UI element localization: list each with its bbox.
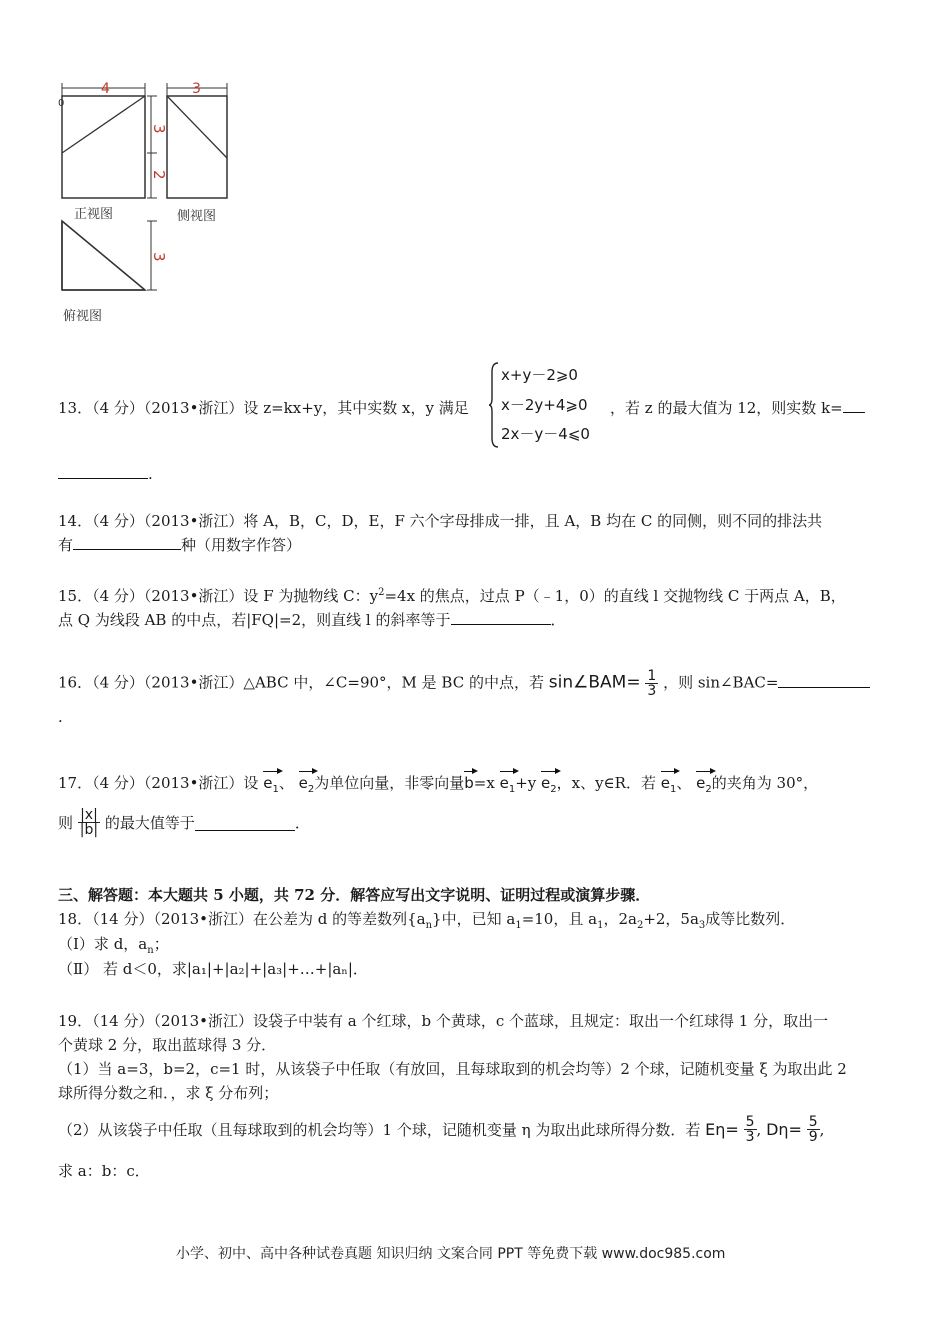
q17-tail: ，x、y∈R．若 xyxy=(556,774,656,792)
question-16 xyxy=(58,669,870,698)
q19-d-num: 5 xyxy=(808,1114,818,1130)
q19-e-num: 5 xyxy=(745,1114,755,1130)
q17-b: b xyxy=(464,774,474,792)
q18-part2: （Ⅱ） 若 d＜0，求|a₁|+|a₂|+|a₃|+…+|aₙ|． xyxy=(58,960,368,978)
q19-e-eta: Eη= xyxy=(705,1120,739,1139)
q18-line1-f: 成等比数列． xyxy=(705,910,796,928)
q17-e1-vector xyxy=(263,770,279,795)
q16-answer-blank[interactable] xyxy=(778,672,870,688)
q17-fraction xyxy=(78,808,100,837)
q18-sub-1: 1 xyxy=(515,920,522,931)
q17-e1-sub-b: 1 xyxy=(508,784,516,795)
q17-e2-vector-c xyxy=(696,770,712,795)
top-height-dim: 3 xyxy=(150,252,168,262)
q19-d-eta: Dη= xyxy=(766,1120,802,1139)
q13-suffix-line xyxy=(610,397,865,418)
q17-e1-c: e xyxy=(660,774,670,792)
q18-line1-b: }中，已知 a xyxy=(432,910,516,928)
q17-e2-vector-b xyxy=(541,770,557,795)
side-width-dim: 3 xyxy=(192,81,201,97)
q17-mid: 为单位向量，非零向量 xyxy=(314,774,465,792)
q17-plus: +y xyxy=(515,774,537,792)
q17-e2-c: e xyxy=(696,774,706,792)
question-14: 14．（4 分）（2013•浙江）将 A，B，C，D，E，F 六个字母排成一排，且 A，B 均在 C 的同侧，则不同的排法共 xyxy=(58,512,823,530)
q19-line6: 求 a：b：c． xyxy=(58,1162,150,1180)
q13-brace xyxy=(489,362,499,448)
q14-line2-pre: 有 xyxy=(58,536,74,554)
q14-answer-blank[interactable] xyxy=(73,534,181,550)
front-width-dim: 4 xyxy=(101,81,110,97)
q18-line1-d: ，2a xyxy=(603,910,637,928)
q18-sub-n: n xyxy=(425,920,433,931)
front-lower-dim: 2 xyxy=(150,170,168,180)
q16-frac-den: 3 xyxy=(647,683,657,699)
q13-prefix: 13．（4 分）（2013•浙江）设 z=kx+y，其中实数 x，y 满足 xyxy=(58,399,469,417)
front-view-label: 正视图 xyxy=(74,207,114,222)
q17-sep: 、 xyxy=(278,774,294,792)
q16-post: ，则 sin∠BAC= xyxy=(663,673,779,692)
front-view xyxy=(58,81,168,198)
q19-line5-text: （2）从该袋子中任取（且每球取到的机会均等）1 个球，记随机变量 η 为取出此球所得分数．若 xyxy=(58,1121,701,1139)
q17-e1-vector-b xyxy=(500,770,516,795)
q19-line5: （2）从该袋子中任取（且每球取到的机会均等）1 个球，记随机变量 η 为取出此球所得分数．若 Eη= $\frac{5}{3}$ , Dη= $\frac{5}{9}$ , xyxy=(58,1114,825,1145)
q18-part1-sub: n xyxy=(147,945,154,956)
question-15 xyxy=(58,585,846,606)
section-3-title: 三、解答题：本大题共 5 小题，共 72 分．解答应写出文字说明、证明过程或演算步骤． xyxy=(58,886,651,904)
q17-e2-b: e xyxy=(541,774,551,792)
q19-e-den: 3 xyxy=(745,1129,755,1145)
q19-line3: （1）当 a=3，b=2，c=1 时，从该袋子中任取（有放回，且每球取到的机会均等）2 个球，记随机变量 ξ 为取出此 2 xyxy=(58,1060,847,1078)
q13-suffix: ，若 z 的最大值为 12，则实数 k= xyxy=(610,399,843,417)
q17-frac-num: |x| xyxy=(78,808,100,823)
q19-d-fraction xyxy=(807,1115,820,1144)
q17-e2-sub: 2 xyxy=(307,784,315,795)
q17-answer-blank[interactable] xyxy=(195,815,295,831)
q17-e2-sub-b: 2 xyxy=(550,784,557,795)
q13-answer-line2 xyxy=(58,463,153,483)
q13-end: . xyxy=(148,465,153,483)
question-19: 19．（14 分）（2013•浙江）设袋子中装有 a 个红球，b 个黄球，c 个蓝球，且规定：取出一个红球得 1 分，取出一 xyxy=(58,1012,829,1030)
q15-line2-text: 点 Q 为线段 AB 的中点，若|FQ|=2，则直线 l 的斜率等于 xyxy=(58,611,451,629)
q17-end: ． xyxy=(294,814,310,832)
q13-answer-blank-2[interactable] xyxy=(58,463,148,479)
q16-end: . xyxy=(58,708,63,726)
q19-e-fraction xyxy=(744,1115,757,1144)
q18-line1-e: +2，5a xyxy=(643,910,699,928)
q17-frac-den: |b| xyxy=(79,822,99,838)
question-13 xyxy=(58,397,469,418)
q15-l1-post: =4x 的焦点，过点 P（﹣1，0）的直线 l 交抛物线 C 于两点 A，B， xyxy=(384,587,846,605)
q18-part1 xyxy=(58,933,169,956)
q13-constraint-1: x+y－2⩾0 xyxy=(501,366,578,384)
q18-sub-3: 3 xyxy=(698,920,706,931)
side-view xyxy=(167,81,227,198)
q17-e1-b: e xyxy=(499,774,509,792)
question-18 xyxy=(58,908,795,931)
question-17 xyxy=(58,770,818,795)
q15-line2 xyxy=(58,609,566,630)
top-view-label: 俯视图 xyxy=(63,309,103,324)
q17-e1-sub-c: 1 xyxy=(669,784,677,795)
q17-line2 xyxy=(58,808,310,837)
q15-sup: 2 xyxy=(378,587,385,598)
footer-text: 小学、初中、高中各种试卷真题 知识归纳 文案合同 PPT 等免费下载 www.doc985.com xyxy=(176,1246,726,1262)
q19-line4: 球所得分数之和．，求 ξ 分布列； xyxy=(58,1084,279,1102)
q13-constraint-3: 2x－y－4⩽0 xyxy=(501,425,590,443)
q17-e2-sub-c: 2 xyxy=(705,784,712,795)
q15-answer-blank[interactable] xyxy=(451,609,551,625)
q15-l1-pre: 15．（4 分）（2013•浙江）设 F 为抛物线 C：y xyxy=(58,587,379,605)
q18-part1-end: ； xyxy=(153,935,169,953)
side-view-label: 侧视图 xyxy=(177,209,217,224)
q19-d-den: 9 xyxy=(808,1129,818,1145)
q16-fraction xyxy=(645,669,658,698)
q13-answer-blank[interactable] xyxy=(843,397,865,413)
q17-l2-pre: 则 xyxy=(58,814,74,832)
q18-sub-2: 2 xyxy=(636,920,644,931)
q17-eq: =x xyxy=(473,774,495,792)
top-view xyxy=(62,221,168,290)
corner-mark: 0 xyxy=(58,98,65,109)
q17-sep-b: 、 xyxy=(676,774,692,792)
q13-constraint-2: x－2y+4⩾0 xyxy=(501,396,588,414)
q17-e2-vector xyxy=(299,770,315,795)
q18-line1: 18．（14 分）（2013•浙江）在公差为 d 的等差数列{a xyxy=(58,910,426,928)
q16-sin-expr: sin∠BAM= xyxy=(548,672,641,693)
q17-e2: e xyxy=(298,774,308,792)
q17-e1-vector-c xyxy=(661,770,677,795)
q15-end: ． xyxy=(550,611,566,629)
q14-line2-post: 种（用数字作答） xyxy=(181,536,302,554)
q18-part1-text: （Ⅰ）求 d，a xyxy=(58,935,148,953)
q14-line2 xyxy=(58,534,301,555)
q17-e1-sub: 1 xyxy=(272,784,279,795)
q17-b-vector xyxy=(464,770,474,792)
q17-angle: 的夹角为 30°， xyxy=(711,774,819,792)
q17-l2-post: 的最大值等于 xyxy=(104,814,195,832)
q16-frac-num: 1 xyxy=(647,668,657,684)
q18-sub-1b: 1 xyxy=(597,920,604,931)
q19-line2: 个黄球 2 分，取出蓝球得 3 分． xyxy=(58,1036,277,1054)
q17-pre: 17．（4 分）（2013•浙江）设 xyxy=(58,774,259,792)
q18-line1-c: =10，且 a xyxy=(521,910,598,928)
q17-e1: e xyxy=(263,774,273,792)
q16-pre: 16．（4 分）（2013•浙江）△ABC 中，∠C=90°，M 是 BC 的中点，若 xyxy=(58,673,544,692)
front-upper-dim: 3 xyxy=(150,124,168,134)
